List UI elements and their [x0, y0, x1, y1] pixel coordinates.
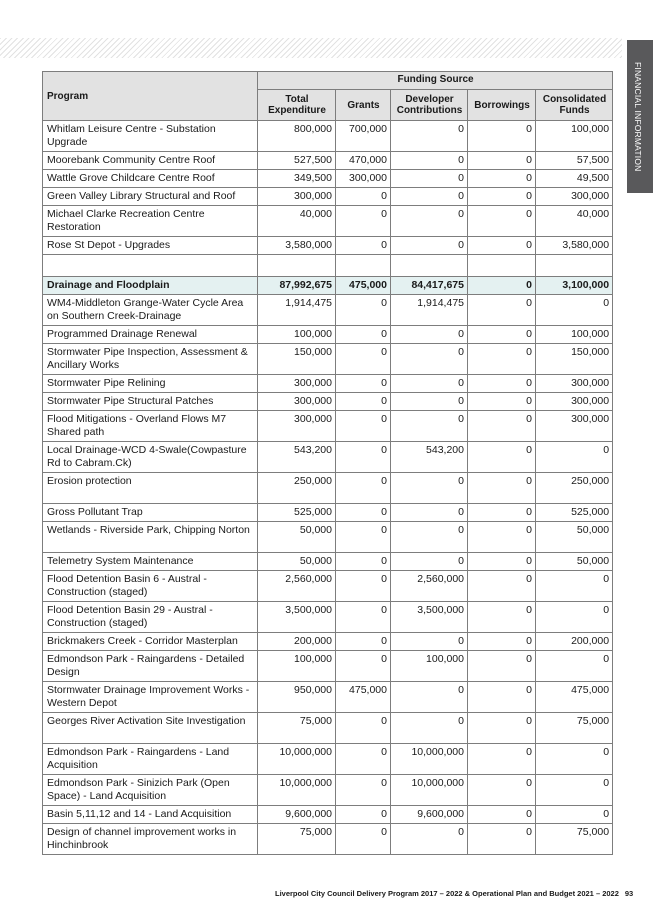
table-row: [43, 553, 613, 571]
developer-cell: 0: [391, 713, 468, 744]
grants-cell: 300,000: [336, 170, 391, 188]
total-cell: 2,560,000: [258, 571, 336, 602]
section-title: Drainage and Floodplain: [43, 277, 258, 295]
developer-cell: 100,000: [391, 651, 468, 682]
consolidated-cell: 475,000: [536, 682, 613, 713]
footer-text: Liverpool City Council Delivery Program 2017 – 2022 & Operational Plan and Budget 2021 – 2022: [275, 889, 619, 898]
program-cell: Erosion protection: [43, 473, 258, 504]
section-grants-cell: 475,000: [336, 277, 391, 295]
total-cell: 300,000: [258, 411, 336, 442]
developer-cell: 543,200: [391, 442, 468, 473]
table-row: [43, 206, 613, 237]
consolidated-cell: 150,000: [536, 344, 613, 375]
total-cell: 75,000: [258, 824, 336, 855]
total-cell: 1,914,475: [258, 295, 336, 326]
borrowings-cell: 0: [468, 206, 536, 237]
consolidated-cell: 300,000: [536, 411, 613, 442]
program-cell: Basin 5,11,12 and 14 - Land Acquisition: [43, 806, 258, 824]
borrowings-header: Borrowings: [468, 90, 536, 121]
section-borrowings-cell: 0: [468, 277, 536, 295]
borrowings-cell: 0: [468, 375, 536, 393]
consolidated-cell: 0: [536, 806, 613, 824]
grants-cell: 0: [336, 651, 391, 682]
developer-cell: 0: [391, 553, 468, 571]
developer-cell: 0: [391, 824, 468, 855]
program-cell: Edmondson Park - Raingardens - Detailed Design: [43, 651, 258, 682]
section-total-cell: 87,992,675: [258, 277, 336, 295]
grants-cell: 0: [336, 206, 391, 237]
developer-cell: 0: [391, 170, 468, 188]
borrowings-cell: 0: [468, 295, 536, 326]
developer-cell: 0: [391, 237, 468, 255]
grants-cell: 0: [336, 571, 391, 602]
program-cell: Edmondson Park - Sinizich Park (Open Space) - Land Acquisition: [43, 775, 258, 806]
consolidated-cell: 250,000: [536, 473, 613, 504]
consolidated-cell: 50,000: [536, 522, 613, 553]
borrowings-cell: 0: [468, 473, 536, 504]
table-row: [43, 152, 613, 170]
grants-cell: 0: [336, 237, 391, 255]
program-cell: Wetlands - Riverside Park, Chipping Norton: [43, 522, 258, 553]
grants-cell: 0: [336, 633, 391, 651]
program-cell: Stormwater Pipe Inspection, Assessment & Ancillary Works: [43, 344, 258, 375]
borrowings-cell: 0: [468, 152, 536, 170]
table-row: [43, 522, 613, 553]
total-cell: 100,000: [258, 651, 336, 682]
borrowings-cell: 0: [468, 121, 536, 152]
consolidated-cell: 0: [536, 602, 613, 633]
consolidated-cell: 75,000: [536, 824, 613, 855]
consolidated-cell: 40,000: [536, 206, 613, 237]
developer-cell: 0: [391, 344, 468, 375]
consolidated-funds-header: Consolidated Funds: [536, 90, 613, 121]
developer-cell: 0: [391, 682, 468, 713]
program-cell: Stormwater Pipe Relining: [43, 375, 258, 393]
borrowings-cell: 0: [468, 651, 536, 682]
funding-source-header: Funding Source: [258, 72, 613, 90]
grants-cell: 0: [336, 744, 391, 775]
program-cell: Whitlam Leisure Centre - Substation Upgrade: [43, 121, 258, 152]
total-cell: 3,580,000: [258, 237, 336, 255]
developer-cell: 0: [391, 326, 468, 344]
borrowings-cell: 0: [468, 775, 536, 806]
consolidated-cell: 100,000: [536, 326, 613, 344]
borrowings-cell: 0: [468, 344, 536, 375]
program-cell: Flood Mitigations - Overland Flows M7 Shared path: [43, 411, 258, 442]
program-cell: Rose St Depot - Upgrades: [43, 237, 258, 255]
table-row: [43, 326, 613, 344]
total-cell: 9,600,000: [258, 806, 336, 824]
program-column-header: Program: [43, 72, 258, 121]
total-cell: 3,500,000: [258, 602, 336, 633]
table-row: [43, 121, 613, 152]
program-cell: Gross Pollutant Trap: [43, 504, 258, 522]
program-cell: Design of channel improvement works in Hinchinbrook: [43, 824, 258, 855]
grants-header: Grants: [336, 90, 391, 121]
consolidated-cell: 0: [536, 651, 613, 682]
borrowings-cell: 0: [468, 633, 536, 651]
borrowings-cell: 0: [468, 744, 536, 775]
consolidated-cell: 100,000: [536, 121, 613, 152]
borrowings-cell: 0: [468, 442, 536, 473]
grants-cell: 0: [336, 602, 391, 633]
consolidated-cell: 49,500: [536, 170, 613, 188]
developer-cell: 9,600,000: [391, 806, 468, 824]
consolidated-cell: 57,500: [536, 152, 613, 170]
developer-cell: 0: [391, 121, 468, 152]
table-row: [43, 571, 613, 602]
program-cell: Programmed Drainage Renewal: [43, 326, 258, 344]
consolidated-cell: 3,580,000: [536, 237, 613, 255]
consolidated-cell: 0: [536, 442, 613, 473]
borrowings-cell: 0: [468, 188, 536, 206]
grants-cell: 0: [336, 504, 391, 522]
total-cell: 300,000: [258, 188, 336, 206]
table-row: [43, 375, 613, 393]
developer-cell: 0: [391, 473, 468, 504]
program-cell: WM4-Middleton Grange-Water Cycle Area on Southern Creek-Drainage: [43, 295, 258, 326]
developer-cell: 1,914,475: [391, 295, 468, 326]
developer-cell: 0: [391, 633, 468, 651]
program-cell: Flood Detention Basin 29 - Austral - Construction (staged): [43, 602, 258, 633]
grants-cell: 0: [336, 326, 391, 344]
program-cell: Flood Detention Basin 6 - Austral - Construction (staged): [43, 571, 258, 602]
borrowings-cell: 0: [468, 326, 536, 344]
total-cell: 525,000: [258, 504, 336, 522]
spacer-row: [43, 255, 613, 277]
grants-cell: 475,000: [336, 682, 391, 713]
grants-cell: 700,000: [336, 121, 391, 152]
table-row: [43, 473, 613, 504]
section-consolidated-cell: 3,100,000: [536, 277, 613, 295]
consolidated-cell: 0: [536, 744, 613, 775]
developer-contributions-header: Developer Contributions: [391, 90, 468, 121]
consolidated-cell: 300,000: [536, 375, 613, 393]
borrowings-cell: 0: [468, 602, 536, 633]
table-row: [43, 504, 613, 522]
borrowings-cell: 0: [468, 682, 536, 713]
table-row: [43, 744, 613, 775]
grants-cell: 0: [336, 775, 391, 806]
program-cell: Brickmakers Creek - Corridor Masterplan: [43, 633, 258, 651]
developer-cell: 10,000,000: [391, 775, 468, 806]
grants-cell: 0: [336, 411, 391, 442]
table-row: [43, 806, 613, 824]
grants-cell: 0: [336, 824, 391, 855]
grants-cell: 0: [336, 473, 391, 504]
borrowings-cell: 0: [468, 522, 536, 553]
consolidated-cell: 0: [536, 295, 613, 326]
grants-cell: 0: [336, 442, 391, 473]
table-row: [43, 188, 613, 206]
developer-cell: 0: [391, 393, 468, 411]
developer-cell: 0: [391, 522, 468, 553]
borrowings-cell: 0: [468, 571, 536, 602]
total-cell: 800,000: [258, 121, 336, 152]
total-cell: 50,000: [258, 553, 336, 571]
total-cell: 300,000: [258, 375, 336, 393]
developer-cell: 2,560,000: [391, 571, 468, 602]
total-cell: 10,000,000: [258, 744, 336, 775]
table-row: [43, 824, 613, 855]
total-cell: 543,200: [258, 442, 336, 473]
grants-cell: 0: [336, 375, 391, 393]
program-cell: Telemetry System Maintenance: [43, 553, 258, 571]
program-cell: Georges River Activation Site Investigation: [43, 713, 258, 744]
page-number: 93: [624, 889, 634, 898]
total-cell: 50,000: [258, 522, 336, 553]
total-cell: 300,000: [258, 393, 336, 411]
borrowings-cell: 0: [468, 393, 536, 411]
grants-cell: 470,000: [336, 152, 391, 170]
consolidated-cell: 50,000: [536, 553, 613, 571]
table-row: [43, 633, 613, 651]
total-cell: 40,000: [258, 206, 336, 237]
developer-cell: 10,000,000: [391, 744, 468, 775]
program-cell: Stormwater Drainage Improvement Works - Western Depot: [43, 682, 258, 713]
borrowings-cell: 0: [468, 806, 536, 824]
table-row: [43, 170, 613, 188]
grants-cell: 0: [336, 188, 391, 206]
program-cell: Local Drainage-WCD 4-Swale(Cowpasture Rd to Cabram.Ck): [43, 442, 258, 473]
total-cell: 950,000: [258, 682, 336, 713]
total-cell: 100,000: [258, 326, 336, 344]
funding-table: [42, 71, 613, 855]
decorative-hatch-band: [0, 38, 622, 58]
table-row: [43, 295, 613, 326]
borrowings-cell: 0: [468, 713, 536, 744]
program-cell: Green Valley Library Structural and Roof: [43, 188, 258, 206]
developer-cell: 0: [391, 375, 468, 393]
table-row: [43, 602, 613, 633]
table-row: [43, 393, 613, 411]
developer-cell: 0: [391, 206, 468, 237]
total-cell: 527,500: [258, 152, 336, 170]
grants-cell: 0: [336, 553, 391, 571]
grants-cell: 0: [336, 522, 391, 553]
table-row: [43, 682, 613, 713]
developer-cell: 3,500,000: [391, 602, 468, 633]
total-cell: 75,000: [258, 713, 336, 744]
table-row: [43, 775, 613, 806]
developer-cell: 0: [391, 152, 468, 170]
section-side-tab: [627, 40, 653, 193]
program-cell: Moorebank Community Centre Roof: [43, 152, 258, 170]
grants-cell: 0: [336, 806, 391, 824]
grants-cell: 0: [336, 344, 391, 375]
borrowings-cell: 0: [468, 411, 536, 442]
table-row: [43, 237, 613, 255]
developer-cell: 0: [391, 188, 468, 206]
developer-cell: 0: [391, 411, 468, 442]
page-footer: [275, 889, 634, 898]
section-total-row: [43, 277, 613, 295]
borrowings-cell: 0: [468, 553, 536, 571]
consolidated-cell: 300,000: [536, 393, 613, 411]
borrowings-cell: 0: [468, 170, 536, 188]
developer-cell: 0: [391, 504, 468, 522]
consolidated-cell: 200,000: [536, 633, 613, 651]
table-row: [43, 344, 613, 375]
consolidated-cell: 525,000: [536, 504, 613, 522]
total-cell: 200,000: [258, 633, 336, 651]
total-cell: 250,000: [258, 473, 336, 504]
program-cell: Stormwater Pipe Structural Patches: [43, 393, 258, 411]
borrowings-cell: 0: [468, 504, 536, 522]
table-row: [43, 651, 613, 682]
consolidated-cell: 75,000: [536, 713, 613, 744]
section-developer-cell: 84,417,675: [391, 277, 468, 295]
borrowings-cell: 0: [468, 824, 536, 855]
total-cell: 349,500: [258, 170, 336, 188]
consolidated-cell: 0: [536, 571, 613, 602]
program-cell: Michael Clarke Recreation Centre Restoration: [43, 206, 258, 237]
table-row: [43, 442, 613, 473]
grants-cell: 0: [336, 713, 391, 744]
program-cell: Wattle Grove Childcare Centre Roof: [43, 170, 258, 188]
total-cell: 10,000,000: [258, 775, 336, 806]
table-row: [43, 713, 613, 744]
side-tab-label: FINANCIAL INFORMATION: [633, 62, 643, 172]
grants-cell: 0: [336, 295, 391, 326]
consolidated-cell: 300,000: [536, 188, 613, 206]
total-expenditure-header: Total Expenditure: [258, 90, 336, 121]
borrowings-cell: 0: [468, 237, 536, 255]
grants-cell: 0: [336, 393, 391, 411]
program-cell: Edmondson Park - Raingardens - Land Acquisition: [43, 744, 258, 775]
consolidated-cell: 0: [536, 775, 613, 806]
total-cell: 150,000: [258, 344, 336, 375]
table-row: [43, 411, 613, 442]
